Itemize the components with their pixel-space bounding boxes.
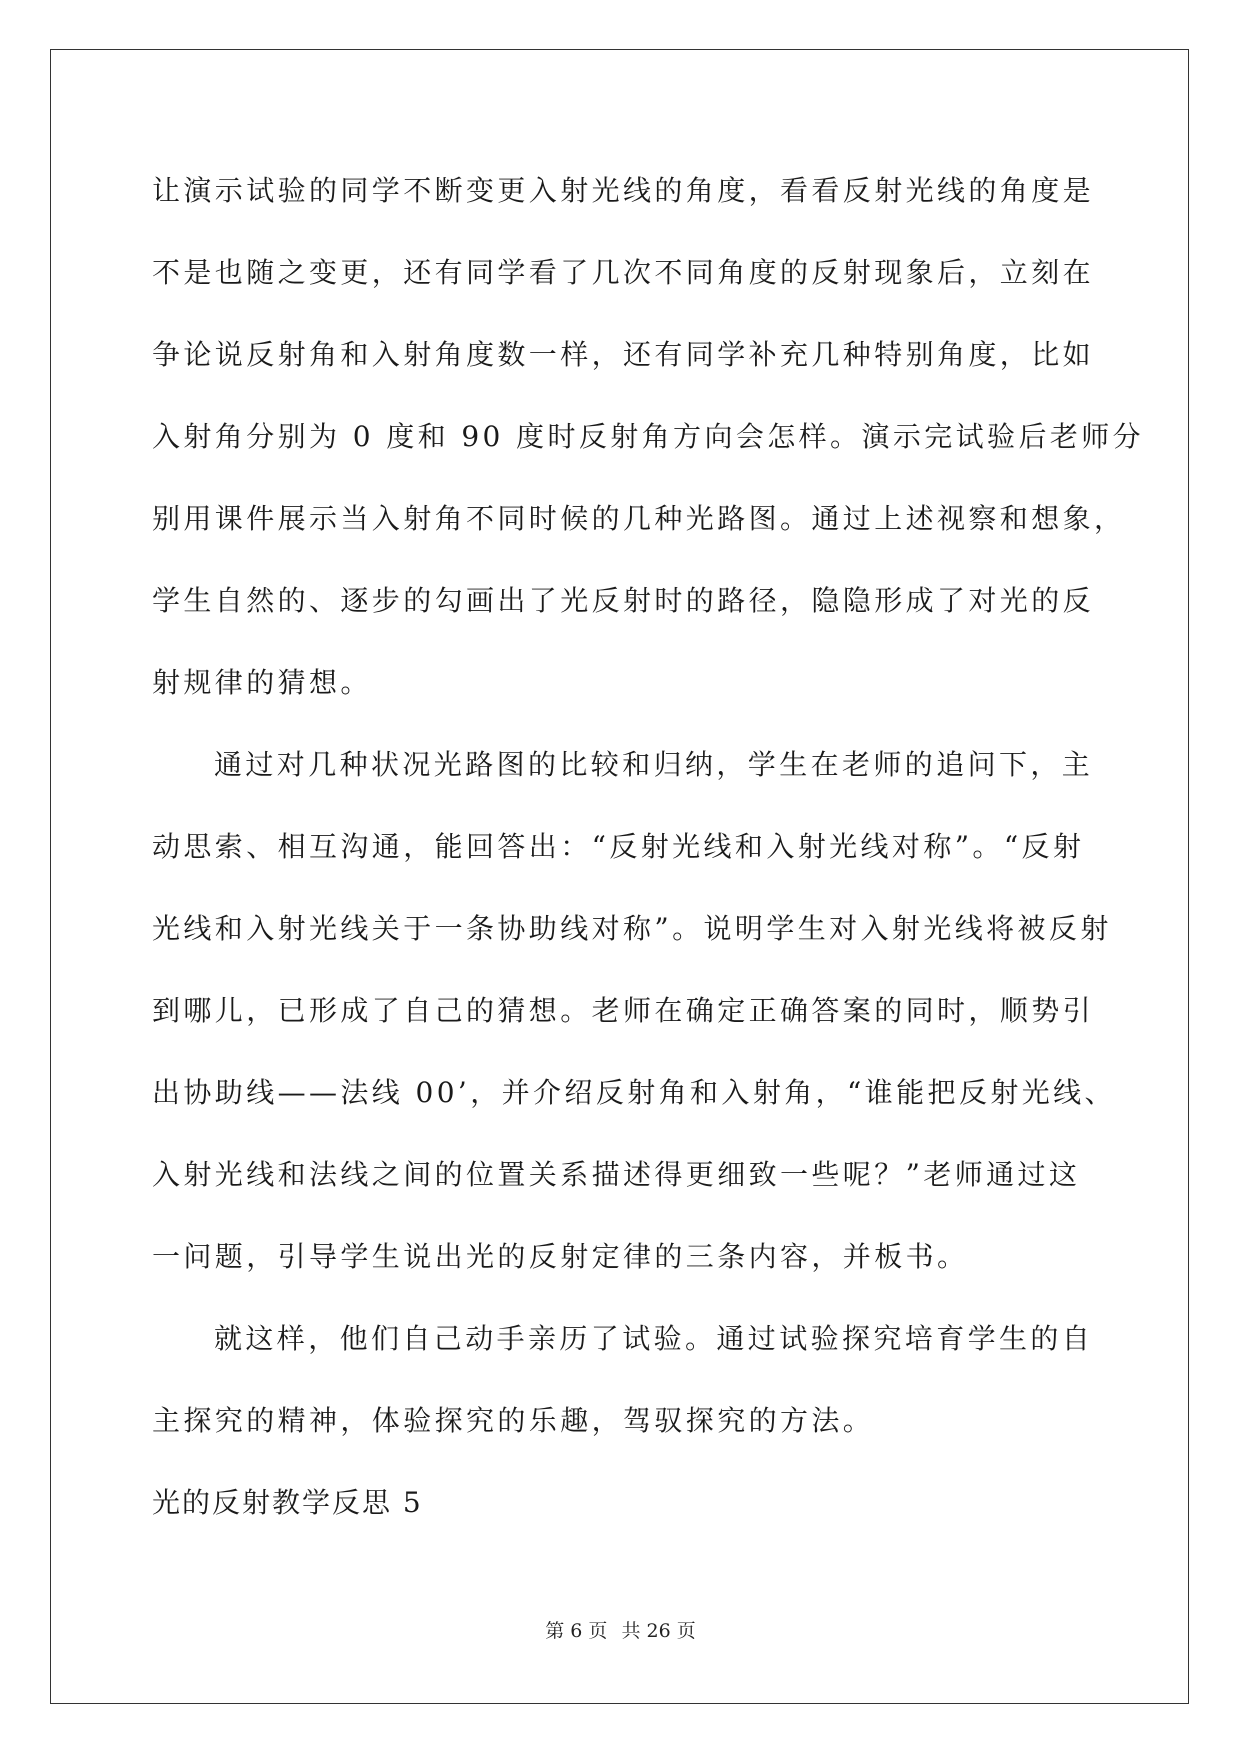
page-total: 共 26 页 [621, 1620, 696, 1642]
document-body [152, 163, 1145, 1557]
text-line: 通过对几种状况光路图的比较和归纳，学生在老师的追问下，主 [214, 748, 1094, 781]
text-line: 一问题，引导学生说出光的反射定律的三条内容，并板书。 [152, 1240, 969, 1273]
paragraph [152, 1311, 1102, 1475]
text-line: 射规律的猜想。 [152, 666, 372, 699]
text-line: 争论说反射角和入射角度数一样，还有同学补充几种特别角度，比如 [152, 338, 1095, 371]
text-line: 出协助线——法线 00’，并介绍反射角和入射角，“谁能把反射光线、 [152, 1076, 1116, 1109]
text-line: 入射角分别为 0 度和 90 度时反射角方向会怎样。演示完试验后老师分 [152, 420, 1145, 453]
section-heading: 光的反射教学反思 5 [152, 1486, 423, 1519]
page-footer [0, 1616, 1241, 1643]
text-line: 让演示试验的同学不断变更入射光线的角度，看看反射光线的角度是 [152, 174, 1095, 207]
text-line: 不是也随之变更，还有同学看了几次不同角度的反射现象后，立刻在 [152, 256, 1095, 289]
text-line: 主探究的精神，体验探究的乐趣，驾驭探究的方法。 [152, 1404, 875, 1437]
text-line: 到哪儿，已形成了自己的猜想。老师在确定正确答案的同时，顺势引 [152, 994, 1095, 1027]
paragraph [152, 163, 1145, 737]
paragraph [152, 737, 1116, 1311]
text-line: 光线和入射光线关于一条协助线对称”。说明学生对入射光线将被反射 [152, 912, 1112, 945]
text-line: 动思索、相互沟通，能回答出：“反射光线和入射光线对称”。“反射 [152, 830, 1085, 863]
text-line: 别用课件展示当入射角不同时候的几种光路图。通过上述视察和想象， [152, 502, 1126, 535]
text-line: 就这样，他们自己动手亲历了试验。通过试验探究培育学生的自 [214, 1322, 1094, 1355]
text-line: 学生自然的、逐步的勾画出了光反射时的路径，隐隐形成了对光的反 [152, 584, 1095, 617]
page-number: 第 6 页 [545, 1620, 608, 1642]
text-line: 入射光线和法线之间的位置关系描述得更细致一些呢？”老师通过这 [152, 1158, 1081, 1191]
